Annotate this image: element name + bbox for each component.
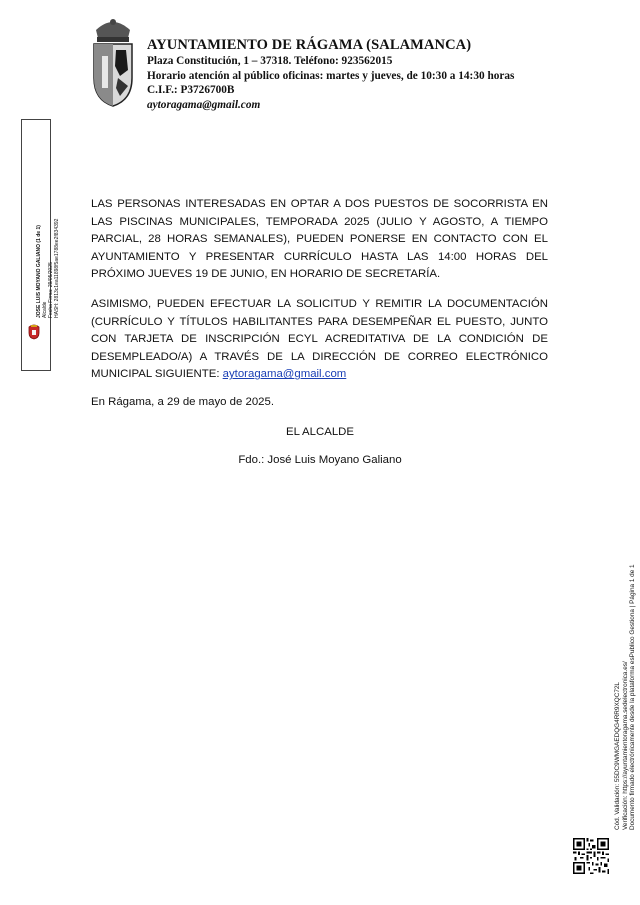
org-cif: C.I.F.: P3726700B — [147, 84, 235, 96]
date-line: En Rágama, a 29 de mayo de 2025. — [91, 395, 275, 408]
coat-of-arms-logo — [88, 16, 138, 108]
stamp-hash: HASH: 2813c1ea11898f5ae1788ee2f834392 — [54, 218, 60, 318]
email-link[interactable]: aytoragama@gmail.com — [222, 368, 347, 381]
office-hours: Horario atención al público oficinas: martes y jueves, de 10:30 a 14:30 horas — [147, 69, 515, 82]
letterhead — [147, 37, 514, 112]
stamp-date: Fecha Firma: 29/05/2025 — [48, 262, 54, 318]
paragraph-2-text: ASIMISMO, PUEDEN EFECTUAR LA SOLICITUD Y REMITIR LA DOCUMENTACIÓN (CURRÍCULO Y TÍTULOS HABILITANTES PARA DESEMPEÑAR EL PUESTO, JUNTO CON TARJETA DE INSCRIPCIÓN ECYL ACREDITATIVA DE LA CONDICIÓN DE DESEMPLEADO/A) A TRAVÉS DE LA DIRECCIÓN DE CORREO ELECTRÓNICO MUNICIPAL SIGUIENTE: — [91, 297, 548, 381]
signature-stamp-text — [36, 138, 60, 318]
document-body — [91, 196, 548, 412]
stamp-role: Alcalde — [42, 301, 48, 318]
platform-note: Documento firmado electrónicamente desde la plataforma esPublico Gestiona | Página 1 de 1 — [629, 564, 637, 830]
org-address: Plaza Constitución, 1 – 37318. Teléfono: 923562015 — [147, 55, 393, 67]
signature-name: Fdo.: José Luis Moyano Galiano — [238, 454, 402, 466]
stamp-signer: JOSE LUIS MOYANO GALIANO (1 de 1) — [36, 225, 42, 318]
validation-code: Cód. Validación: 55DC9WMGAEDQG4RR9XQC72L — [614, 682, 621, 830]
stamp-seal-icon — [25, 322, 43, 340]
qr-code — [573, 838, 609, 874]
paragraph-1: LAS PERSONAS INTERESADAS EN OPTAR A DOS PUESTOS DE SOCORRISTA EN LAS PISCINAS MUNICIPALES, TEMPORADA 2025 (JULIO Y AGOSTO, A TIEMPO PARCIAL, 28 HORAS SEMANALES), PUEDEN PONERSE EN CONTACTO CON EL AYUNTAMIENTO Y PRESENTAR CURRÍCULO HASTA LAS 14:00 HORAS DEL PRÓXIMO JUEVES 19 DE JUNIO, EN HORARIO DE SECRETARÍA. — [91, 198, 548, 281]
verification-url: Verificación: https://ayuntamientoragama.sedelectronica.es/ — [621, 661, 629, 830]
org-email: aytoragama@gmail.com — [147, 98, 261, 111]
verification-block — [614, 560, 637, 830]
signature-title: EL ALCALDE — [286, 426, 354, 438]
paragraph-2 — [91, 296, 548, 384]
org-name: AYUNTAMIENTO DE RÁGAMA (SALAMANCA) — [147, 37, 472, 53]
